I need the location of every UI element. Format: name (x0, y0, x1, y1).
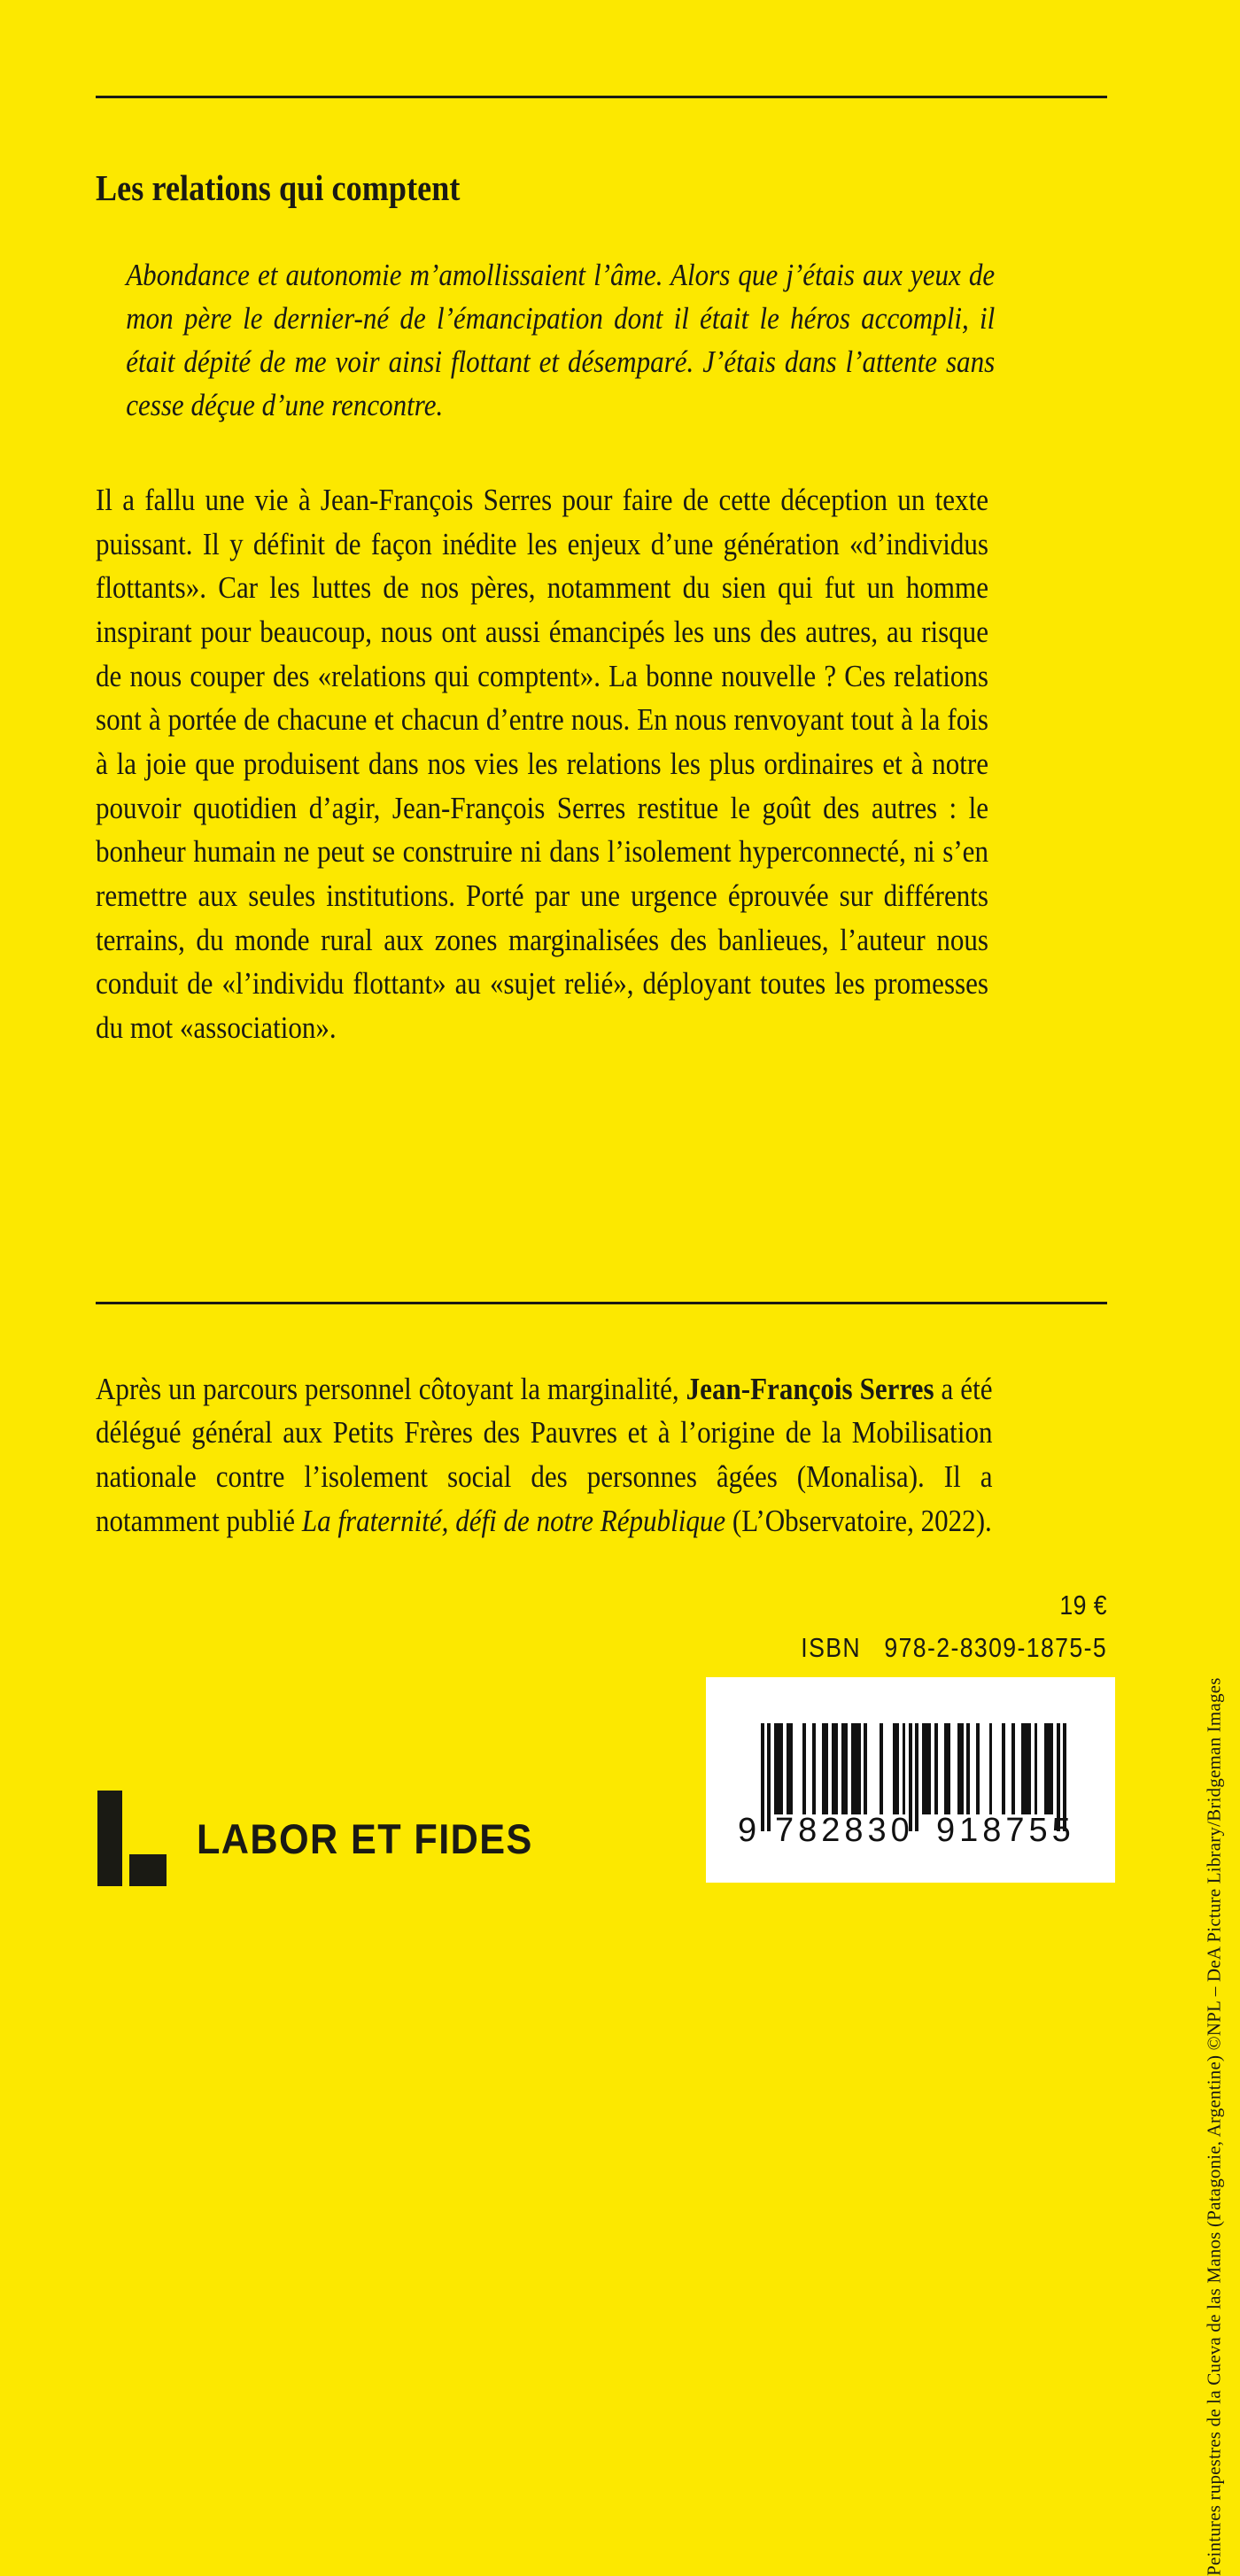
image-credit: Peintures rupestres de la Cueva de las Manos (Patagonie, Argentine) ©NPL – DeA Picture Library/Bridgeman Images (1203, 1677, 1224, 2576)
bio-part-2: a été délégué général aux Petits Frères des Pauvres et à l’origine de la Mobilisation nationale contre l’isolement social des personnes âgées (Monalisa). Il a notamment publié (96, 1372, 993, 1538)
logo-vertical-bar (97, 1791, 122, 1886)
barcode-bars (761, 1723, 1066, 1814)
isbn-line (801, 1632, 1107, 1664)
bio-part-3: (L’Observatoire, 2022). (725, 1504, 992, 1538)
author-name: Jean-François Serres (686, 1372, 934, 1406)
labor-et-fides-mark-icon (97, 1791, 167, 1886)
author-bio (96, 1368, 993, 1544)
price-isbn-block (751, 1590, 1107, 1664)
author-work-title: La fraternité, défi de notre République (301, 1504, 726, 1538)
publisher-name: LABOR ET FIDES (197, 1814, 533, 1862)
isbn-label: ISBN (801, 1632, 861, 1663)
pull-quote: Abondance et autonomie m’amollissaient l’âme. Alors que j’étais aux yeux de mon père le dernier-né de l’émancipation dont il était le héros accompli, il était dépité de me voir ainsi flottant et désemparé. J’étais dans l’attente sans cesse déçue d’une rencontre. (126, 259, 996, 423)
bio-divider-rule (96, 1302, 1107, 1304)
page-title: Les relations qui comptent (96, 167, 461, 208)
bio-part-1: Après un parcours personnel côtoyant la marginalité, (96, 1372, 686, 1406)
barcode-right-digits: 918755 (936, 1812, 1075, 1849)
blurb-text: Il a fallu une vie à Jean-François Serres pour faire de cette déception un texte puissant. Il y définit de façon inédite les enjeux d’une génération «d’individus flottants». Car les luttes de nos pères, notamment du sien qui fut un homme inspirant pour beaucoup, nous ont aussi émancipés les uns des autres, au risque de nous couper des «relations qui comptent». La bonne nouvelle ? Ces relations sont à portée de chacune et chacun d’entre nous. En nous renvoyant tout à la fois à la joie que produisent dans nos vies les relations les plus ordinaires et à notre pouvoir quotidien d’agir, Jean-François Serres restitue le goût des autres : le bonheur humain ne peut se construire ni dans l’isolement hyperconnecté, ni s’en remettre aux seules institutions. Porté par une urgence éprouvée sur différents terrains, du monde rural aux zones marginalisées des banlieues, l’auteur nous conduit de «l’individu flottant» au «sujet relié», déployant toutes les promesses du mot «association». (96, 483, 988, 1046)
barcode-lead-digit: 9 (738, 1812, 758, 1849)
logo-bottom-block (129, 1854, 167, 1886)
barcode-left-digits: 782830 (775, 1812, 914, 1849)
top-divider-rule (96, 96, 1107, 98)
publisher-logo (97, 1791, 562, 1886)
barcode-digits (738, 1812, 1092, 1850)
barcode (706, 1677, 1115, 1883)
isbn-number: 978-2-8309-1875-5 (884, 1632, 1107, 1663)
price-label: 19 € (1059, 1590, 1107, 1621)
main-text-column (96, 168, 1114, 1051)
